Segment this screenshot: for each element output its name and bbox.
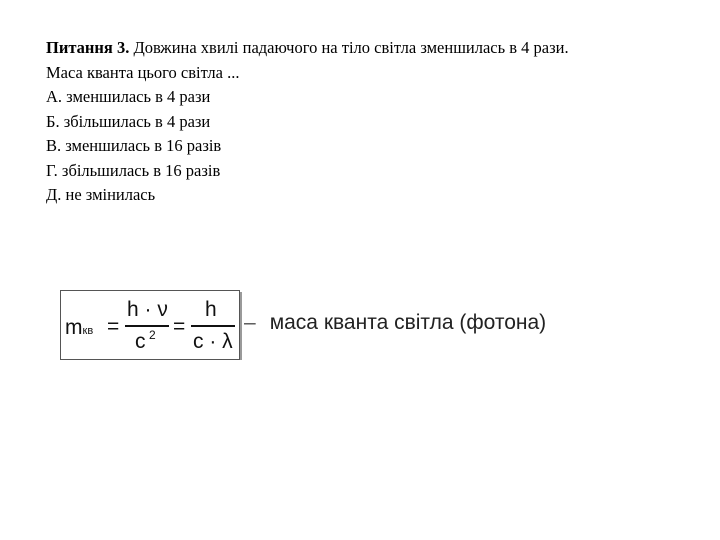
question-text-continued: Маса кванта цього світла ... [46,62,240,82]
formula-box [60,290,240,360]
formula-subscript: кв [82,325,94,337]
question-label: Питання 3. [46,38,130,57]
fraction-bar-1 [125,325,169,327]
formula-denominator-1: c [135,330,146,353]
question-block [46,36,569,208]
formula-equals-2: = [173,315,186,338]
formula-exponent: 2 [149,328,156,342]
question-text: Довжина хвилі падаючого на тіло світла зменшилась в 4 рази. [133,38,569,57]
option-b: Б. збільшилась в 4 рази [46,111,211,131]
formula-denominator-2: c · λ [193,330,233,353]
option-d: Г. збільшилась в 16 разів [46,160,221,180]
formula-numerator-2: h [205,298,217,321]
formula-description-line [244,312,546,333]
question-line [46,36,569,61]
option-e: Д. не змінилась [46,185,156,204]
formula-numerator-1: h · ν [127,298,168,321]
formula-equals-1: = [107,315,120,338]
formula-description: маса кванта світла (фотона) [269,311,547,334]
option-c: В. зменшилась в 16 разів [46,136,222,155]
formula-mass-symbol: mкв [65,316,94,339]
option-a: А. зменшилась в 4 рази [46,87,211,106]
formula-dash: – [244,311,256,334]
formula-image [0,288,549,360]
fraction-bar-2 [191,325,235,327]
